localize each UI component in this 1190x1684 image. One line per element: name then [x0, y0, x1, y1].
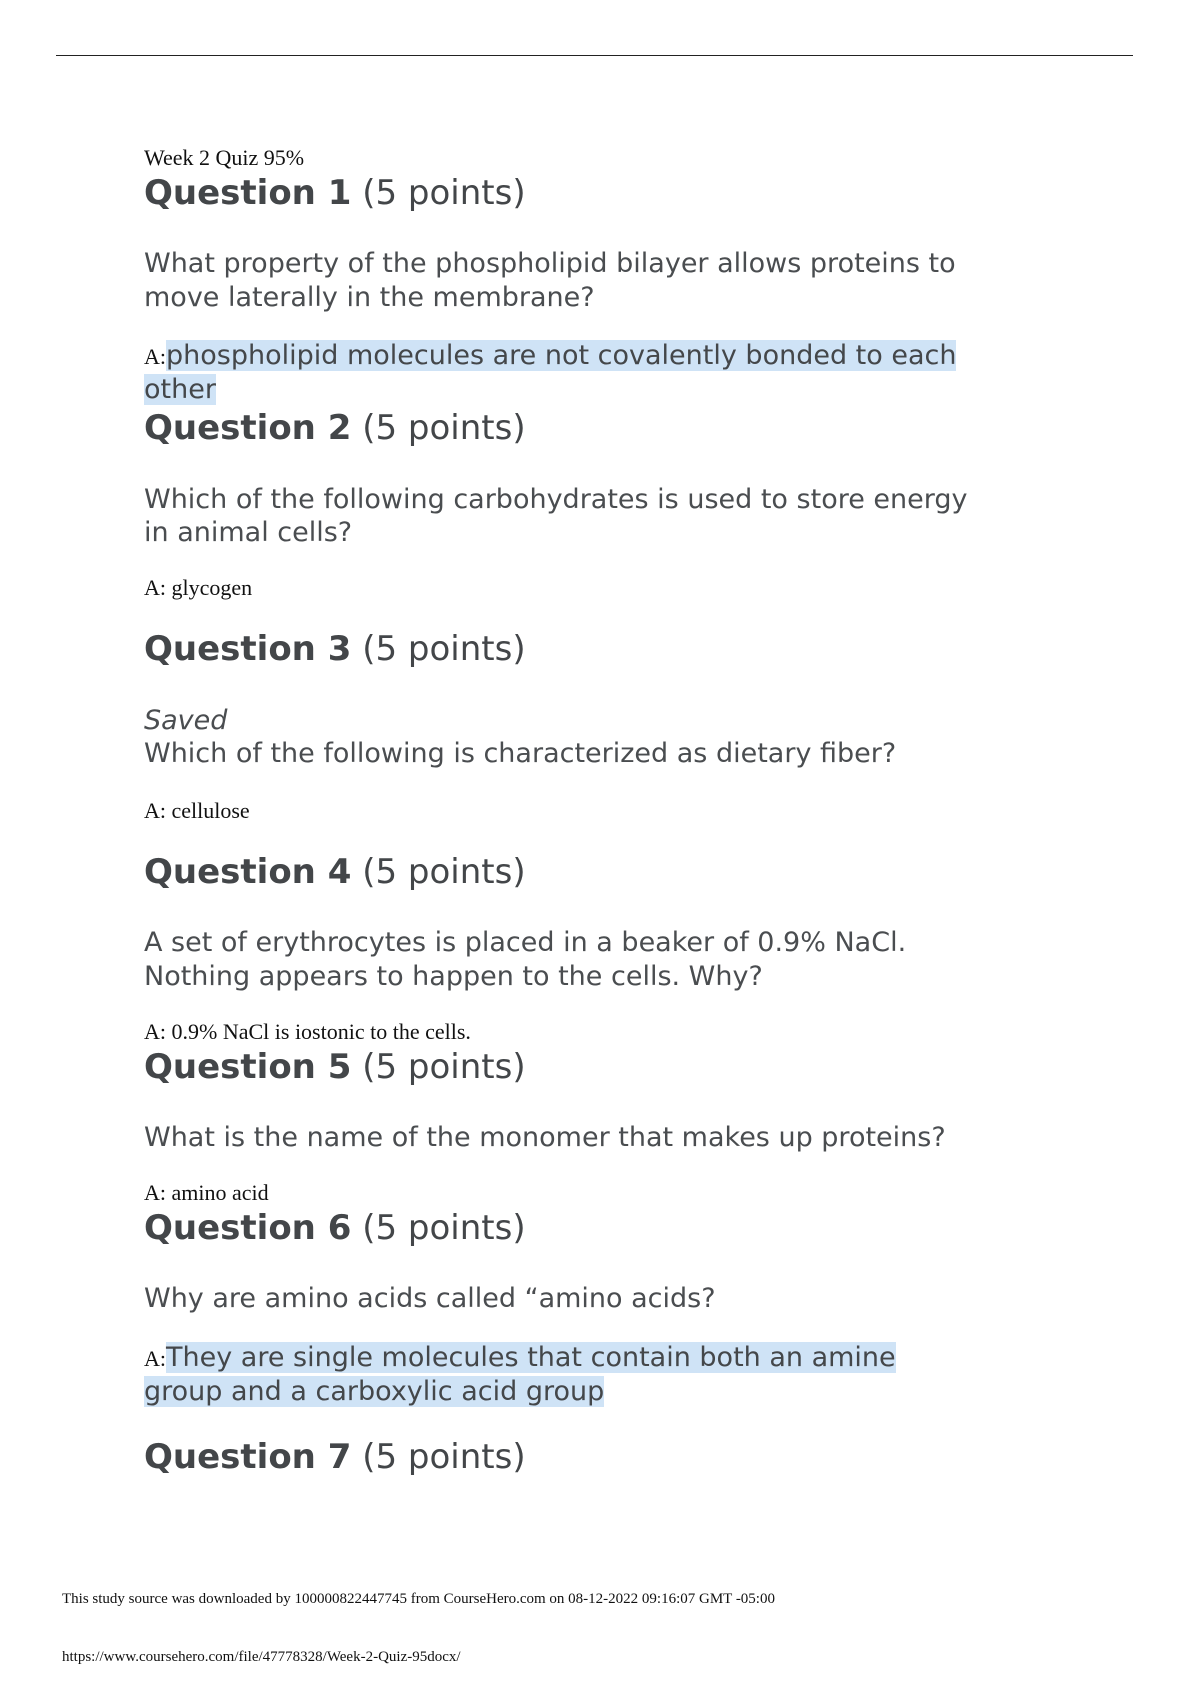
question-6-text-line: Why are amino acids called “amino acids?	[144, 1283, 716, 1314]
question-points: (5 points)	[362, 1047, 526, 1087]
source-url[interactable]: https://www.coursehero.com/file/47778328/Week-2-Quiz-95docx/	[62, 1649, 461, 1665]
answer-prefix: A:	[144, 1346, 166, 1371]
answer-text: glycogen	[171, 575, 253, 600]
question-number: Question 1	[144, 173, 352, 213]
answer-highlight: phospholipid molecules are not covalently bonded to each	[166, 340, 957, 371]
answer-6	[144, 1341, 896, 1376]
question-number: Question 7	[144, 1437, 352, 1477]
answer-3	[144, 794, 250, 828]
question-6-heading	[144, 1208, 526, 1248]
question-points: (5 points)	[362, 629, 526, 669]
answer-1-line-2	[144, 373, 216, 407]
download-note: This study source was downloaded by 100000822447745 from CourseHero.com on 08-12-2022 09:16:07 GMT -05:00	[62, 1591, 775, 1607]
answer-6-line-2	[144, 1375, 604, 1409]
question-points: (5 points)	[362, 852, 526, 892]
answer-1	[144, 339, 956, 374]
top-rule	[56, 55, 1133, 56]
answer-5	[144, 1176, 269, 1210]
question-number: Question 6	[144, 1208, 352, 1248]
question-5-text-line: What is the name of the monomer that makes up proteins?	[144, 1122, 946, 1153]
answer-prefix: A:	[144, 575, 166, 600]
question-2-text-line: Which of the following carbohydrates is used to store energy	[144, 484, 968, 515]
question-number: Question 4	[144, 852, 352, 892]
question-1-text-line: What property of the phospholipid bilayer allows proteins to	[144, 248, 956, 279]
question-points: (5 points)	[362, 408, 526, 448]
question-4-text-line: A set of erythrocytes is placed in a beaker of 0.9% NaCl.	[144, 927, 907, 958]
question-1-heading	[144, 173, 526, 213]
question-3-text-line: Which of the following is characterized as dietary fiber?	[144, 738, 897, 769]
document-title: Week 2 Quiz 95%	[144, 145, 305, 170]
question-3-heading	[144, 629, 526, 669]
question-1-text-line: move laterally in the membrane?	[144, 282, 595, 313]
answer-prefix: A:	[144, 344, 166, 369]
answer-highlight: other	[144, 374, 216, 405]
answer-text: cellulose	[171, 798, 250, 823]
question-7-heading	[144, 1437, 526, 1477]
question-number: Question 2	[144, 408, 352, 448]
question-number: Question 5	[144, 1047, 352, 1087]
question-5-heading	[144, 1047, 526, 1087]
question-points: (5 points)	[362, 1208, 526, 1248]
question-number: Question 3	[144, 629, 352, 669]
answer-highlight: They are single molecules that contain both an amine	[166, 1342, 896, 1373]
answer-4	[144, 1015, 471, 1049]
question-2-text-line: in animal cells?	[144, 517, 353, 548]
answer-text: 0.9% NaCl is iostonic to the cells.	[171, 1019, 471, 1044]
answer-prefix: A:	[144, 1019, 166, 1044]
question-4-text-line: Nothing appears to happen to the cells. Why?	[144, 961, 763, 992]
question-points: (5 points)	[362, 173, 526, 213]
question-points: (5 points)	[362, 1437, 526, 1477]
answer-text: amino acid	[171, 1180, 269, 1205]
answer-highlight: group and a carboxylic acid group	[144, 1376, 605, 1407]
answer-prefix: A:	[144, 798, 166, 823]
answer-2	[144, 571, 252, 605]
question-2-heading	[144, 408, 526, 448]
saved-status: Saved	[144, 705, 228, 736]
question-4-heading	[144, 852, 526, 892]
answer-prefix: A:	[144, 1180, 166, 1205]
